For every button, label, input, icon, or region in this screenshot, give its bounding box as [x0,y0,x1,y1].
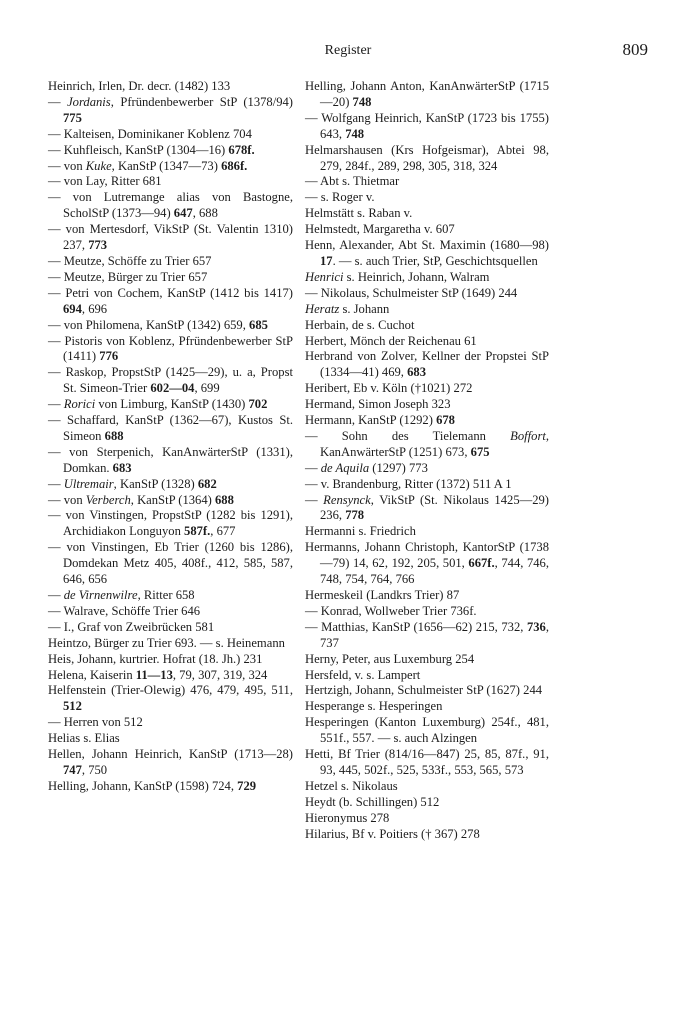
index-entry [48,365,293,397]
entry-text: Hetti, Bf Trier (814/16—847) 25, 85, 87f., 91, 93, 445, 502f., 525, 533f., 553, 565, 573 [305,747,549,777]
entry-text: — von Lay, Ritter 681 [48,174,162,189]
index-entry [305,795,549,811]
index-entry [48,747,293,779]
entry-text: — Abt s. Thietmar [305,174,400,189]
index-entry [48,413,293,445]
page-reference-bold: 778 [345,508,365,523]
entry-text: — von Sterpenich, KanAnwärterStP (1331), Domkan. [48,444,293,475]
entry-text: Hermeskeil (Landkrs Trier) 87 [305,588,460,602]
page-number: 809 [622,40,648,59]
index-entry [48,668,293,684]
index-entry [305,747,549,779]
entry-text: , VikStP (St. Nikolaus 1425—29) 236, [320,492,549,523]
index-entry [305,683,549,699]
entry-text: Hermand, Simon Joseph 323 [305,397,451,412]
entry-text: — Kuhfleisch, KanStP (1304—16) [48,142,229,157]
index-entry [305,318,549,334]
index-entry [305,397,549,413]
page-reference-bold: 682 [197,476,217,491]
page-reference-bold: 683 [407,365,426,380]
entry-text: Hilarius, Bf v. Poitiers († 367) 278 [305,826,480,841]
running-header [48,40,648,64]
entry-text: , 677 [210,524,236,539]
page-reference-bold: 512 [63,699,82,714]
index-entry [305,699,549,715]
entry-text: — [48,94,68,109]
entry-text: Helena, Kaiserin [48,667,136,682]
entry-text: — Schaffard, KanStP (1362—67), Kustos St. Simeon [48,413,293,443]
index-entry [48,493,293,509]
index-entry [305,381,549,397]
index-entry [305,222,549,238]
entry-text: Hesperingen (Kanton Luxemburg) 254f., 481, 551f., 557. — s. auch Alzingen [305,715,549,746]
index-entry [305,461,549,477]
entry-text: Helmstedt, Margaretha v. 607 [305,222,455,237]
entry-text: Herny, Peter, aus Luxemburg 254 [305,651,475,666]
page-reference-bold: 685 [249,317,268,332]
entry-text: Heintzo, Bürger zu Trier 693. — s. Heinemann [48,635,285,650]
entry-text: — s. Roger v. [305,190,375,205]
entry-text: — Meutze, Bürger zu Trier 657 [48,269,208,284]
index-entry [305,588,549,604]
entry-text: . — s. auch Trier, StP, Geschichtsquellen [332,253,538,268]
entry-text: — Sohn des Tielemann [305,428,511,443]
entry-text: Helmarshausen (Krs Hofgeismar), Abtei 98, 279, 284f., 289, 298, 305, 318, 324 [305,142,549,173]
entry-text-italic: de Virnenwilre [63,588,138,602]
index-entry [48,334,293,366]
entry-text: , 699 [194,381,220,396]
index-entry [48,636,293,652]
index-entry [48,79,293,95]
index-entry [305,143,549,175]
entry-text: Hertzigh, Johann, Schulmeister StP (1627) 244 [305,683,543,698]
entry-text-italic: Verberch [85,492,131,507]
index-entry [305,477,549,493]
index-entry [48,477,293,493]
entry-text: Herbrand von Zolver, Kellner der Propstei StP (1334—41) 469, [305,349,549,380]
entry-text-italic: Kuke [85,158,112,173]
entry-text: s. Heinrich, Johann, Walram [343,269,490,284]
page-reference-bold: 736 [526,619,546,634]
entry-text: Hesperange s. Hesperingen [305,699,443,714]
index-column-left [48,79,293,795]
entry-text: , 79, 307, 319, 324 [172,667,268,682]
entry-text: Herbert, Mönch der Reichenau 61 [305,333,477,348]
entry-text: Herbain, de s. Cuchot [305,317,415,332]
entry-text: — Herren von 512 [48,715,143,730]
index-entry [305,349,549,381]
entry-text: — Konrad, Wollweber Trier 736f. [305,603,477,618]
index-entry [305,286,549,302]
index-entry [305,493,549,525]
index-entry [48,540,293,588]
entry-text: , KanStP (1364) [130,492,215,507]
page-reference-bold: 748 [345,126,365,141]
entry-text: — [305,492,324,507]
entry-text: s. Johann [339,301,390,316]
page-reference-bold: 773 [88,238,108,253]
page-reference-bold: 587f. [184,524,211,539]
index-entry [48,508,293,540]
entry-text: Heribert, Eb v. Köln (†1021) 272 [305,381,473,396]
index-entry [305,715,549,747]
index-entry [305,540,549,588]
entry-text-italic: Jordanis [67,94,111,109]
entry-text: — Kalteisen, Dominikaner Koblenz 704 [48,126,252,141]
index-column-right [305,79,549,843]
entry-text-italic: de Aquila [320,460,370,475]
index-entry [305,206,549,222]
page-reference-bold: 11—13 [135,667,173,682]
index-entry [305,174,549,190]
entry-text: — [48,476,64,491]
index-entry [48,588,293,604]
page-reference-bold: 602—04 [150,381,195,396]
entry-text-italic: Rensynck [323,492,371,507]
page-reference-bold: 667f. [468,556,495,571]
index-entry [48,715,293,731]
entry-text: — I., Graf von Zweibrücken 581 [48,619,215,634]
running-title: Register [324,43,372,58]
entry-text: Hermanni s. Friedrich [305,524,416,539]
page-reference-bold: 688 [104,428,124,443]
index-entry [48,620,293,636]
entry-text: — [48,588,64,602]
page-reference-bold: 729 [237,778,257,793]
index-entry [48,159,293,175]
index-entry [48,683,293,715]
entry-text: Hermann, KanStP (1292) [305,413,437,428]
entry-text: — von [48,492,86,507]
index-entry [48,190,293,222]
index-entry [48,270,293,286]
entry-text: — Meutze, Schöffe zu Trier 657 [48,253,212,268]
entry-text: — Petri von Cochem, KanStP (1412 bis 1417) [48,285,293,300]
entry-text: Helling, Johann, KanStP (1598) 724, [48,778,238,793]
entry-text: Helling, Johann Anton, KanAnwärterStP (1715—20) [305,79,549,109]
page-reference-bold: 17 [320,253,333,268]
entry-text: — Nikolaus, Schulmeister StP (1649) 244 [305,285,518,300]
page-reference-bold: 702 [248,397,268,412]
entry-text: , KanStP (1328) [113,476,198,491]
entry-text: — [305,460,321,475]
entry-text: — von Lutremange alias von Bastogne, ScholStP (1373—94) [48,190,293,221]
entry-text: , 737 [320,619,549,650]
entry-text: , 688 [192,206,218,221]
index-entry [48,286,293,318]
index-entry [305,238,549,270]
entry-text: Hermanns, Johann Christoph, KantorStP (1738—79) 14, 62, 192, 205, 501, [305,540,549,571]
entry-text: — [48,397,64,412]
entry-text: Hetzel s. Nikolaus [305,778,398,793]
index-entry [305,620,549,652]
entry-text: — von Philomena, KanStP (1342) 659, [48,317,250,332]
entry-text-italic: Henrici [305,269,344,284]
index-entry [305,413,549,429]
entry-text: — von [48,158,86,173]
page-reference-bold: 694 [63,301,82,316]
entry-text: , Pfründenbewerber StP (1378/94) [110,94,293,109]
entry-text-italic: Rorici [63,397,96,412]
entry-text: — von Vinstingen, Eb Trier (1260 bis 1286), Domdekan Metz 405, 408f., 412, 585, 587, 646, 656 [48,540,293,587]
index-entry [305,79,549,111]
entry-text: (1297) 773 [369,460,428,475]
index-entry [305,652,549,668]
entry-text-italic: Boffort [510,428,546,443]
index-entry [305,334,549,350]
index-entry [305,190,549,206]
index-entry [48,174,293,190]
page-reference-bold: 776 [99,349,119,364]
page-reference-bold: 775 [63,110,82,125]
index-entry [48,254,293,270]
index-entry [305,779,549,795]
entry-text: Henn, Alexander, Abt St. Maximin (1680—98) [305,238,549,253]
page-reference-bold: 647 [173,206,193,221]
entry-text: — Wolfgang Heinrich, KanStP (1723 bis 1755) 643, [305,110,549,141]
index-entry [305,668,549,684]
page-reference-bold: 688 [214,492,234,507]
entry-text: — Walrave, Schöffe Trier 646 [48,603,201,618]
entry-text: Helias s. Elias [48,731,120,746]
entry-text: , 744, 746, 748, 754, 764, 766 [320,556,550,587]
index-entry [305,604,549,620]
entry-text: , Ritter 658 [137,588,195,602]
index-entry [305,524,549,540]
entry-text: Helmstätt s. Raban v. [305,206,413,221]
index-entry [48,652,293,668]
entry-text: — Matthias, KanStP (1656—62) 215, 732, [305,619,527,634]
entry-text: von Limburg, KanStP (1430) [95,397,249,412]
index-entry [48,397,293,413]
entry-text: Helfenstein (Trier-Olewig) 476, 479, 495, 511, [48,683,293,698]
page-reference-bold: 678 [436,413,455,428]
index-entry [305,302,549,318]
page-reference-bold: 678f. [228,142,255,157]
index-entry [48,95,293,127]
index-entry [305,827,549,843]
entry-text: Hieronymus 278 [305,810,390,825]
index-entry [305,111,549,143]
entry-text: — v. Brandenburg, Ritter (1372) 511 A 1 [305,476,512,491]
page-reference-bold: 686f. [221,158,248,173]
index-entry [48,779,293,795]
index-entry [48,143,293,159]
entry-text: , 750 [81,762,108,777]
entry-text: Hellen, Johann Heinrich, KanStP (1713—28) [48,747,293,762]
entry-text-italic: Ultremair [63,476,114,491]
page-reference-bold: 675 [470,444,490,459]
entry-text: Hersfeld, v. s. Lampert [305,667,421,682]
index-entry [305,270,549,286]
entry-text: Heis, Johann, kurtrier. Hofrat (18. Jh.) 231 [48,651,263,666]
entry-text: — Raskop, PropstStP (1425—29), u. a, Propst St. Simeon-Trier [48,365,293,396]
entry-text: — Pistoris von Koblenz, Pfründenbewerber StP (1411) [48,333,293,364]
page-reference-bold: 747 [63,762,82,777]
entry-text: , KanStP (1347—73) [111,158,222,173]
index-entry [48,604,293,620]
index-entry [48,222,293,254]
index-entry [305,429,549,461]
entry-text: , 696 [81,301,108,316]
index-entry [48,318,293,334]
index-entry [48,731,293,747]
entry-text: — von Vinstingen, PropstStP (1282 bis 1291), Archidiakon Longuyon [48,508,293,539]
page-reference-bold: 683 [112,460,132,475]
index-entry [48,127,293,143]
index-entry [305,811,549,827]
entry-text-italic: Heratz [305,301,340,316]
entry-text: — von Mertesdorf, VikStP (St. Valentin 1310) 237, [48,222,293,253]
entry-text: , KanAnwärterStP (1251) 673, [320,428,549,459]
entry-text: Heinrich, Irlen, Dr. decr. (1482) 133 [48,79,231,93]
index-entry [48,445,293,477]
page-reference-bold: 748 [352,94,372,109]
entry-text: Heydt (b. Schillingen) 512 [305,794,440,809]
